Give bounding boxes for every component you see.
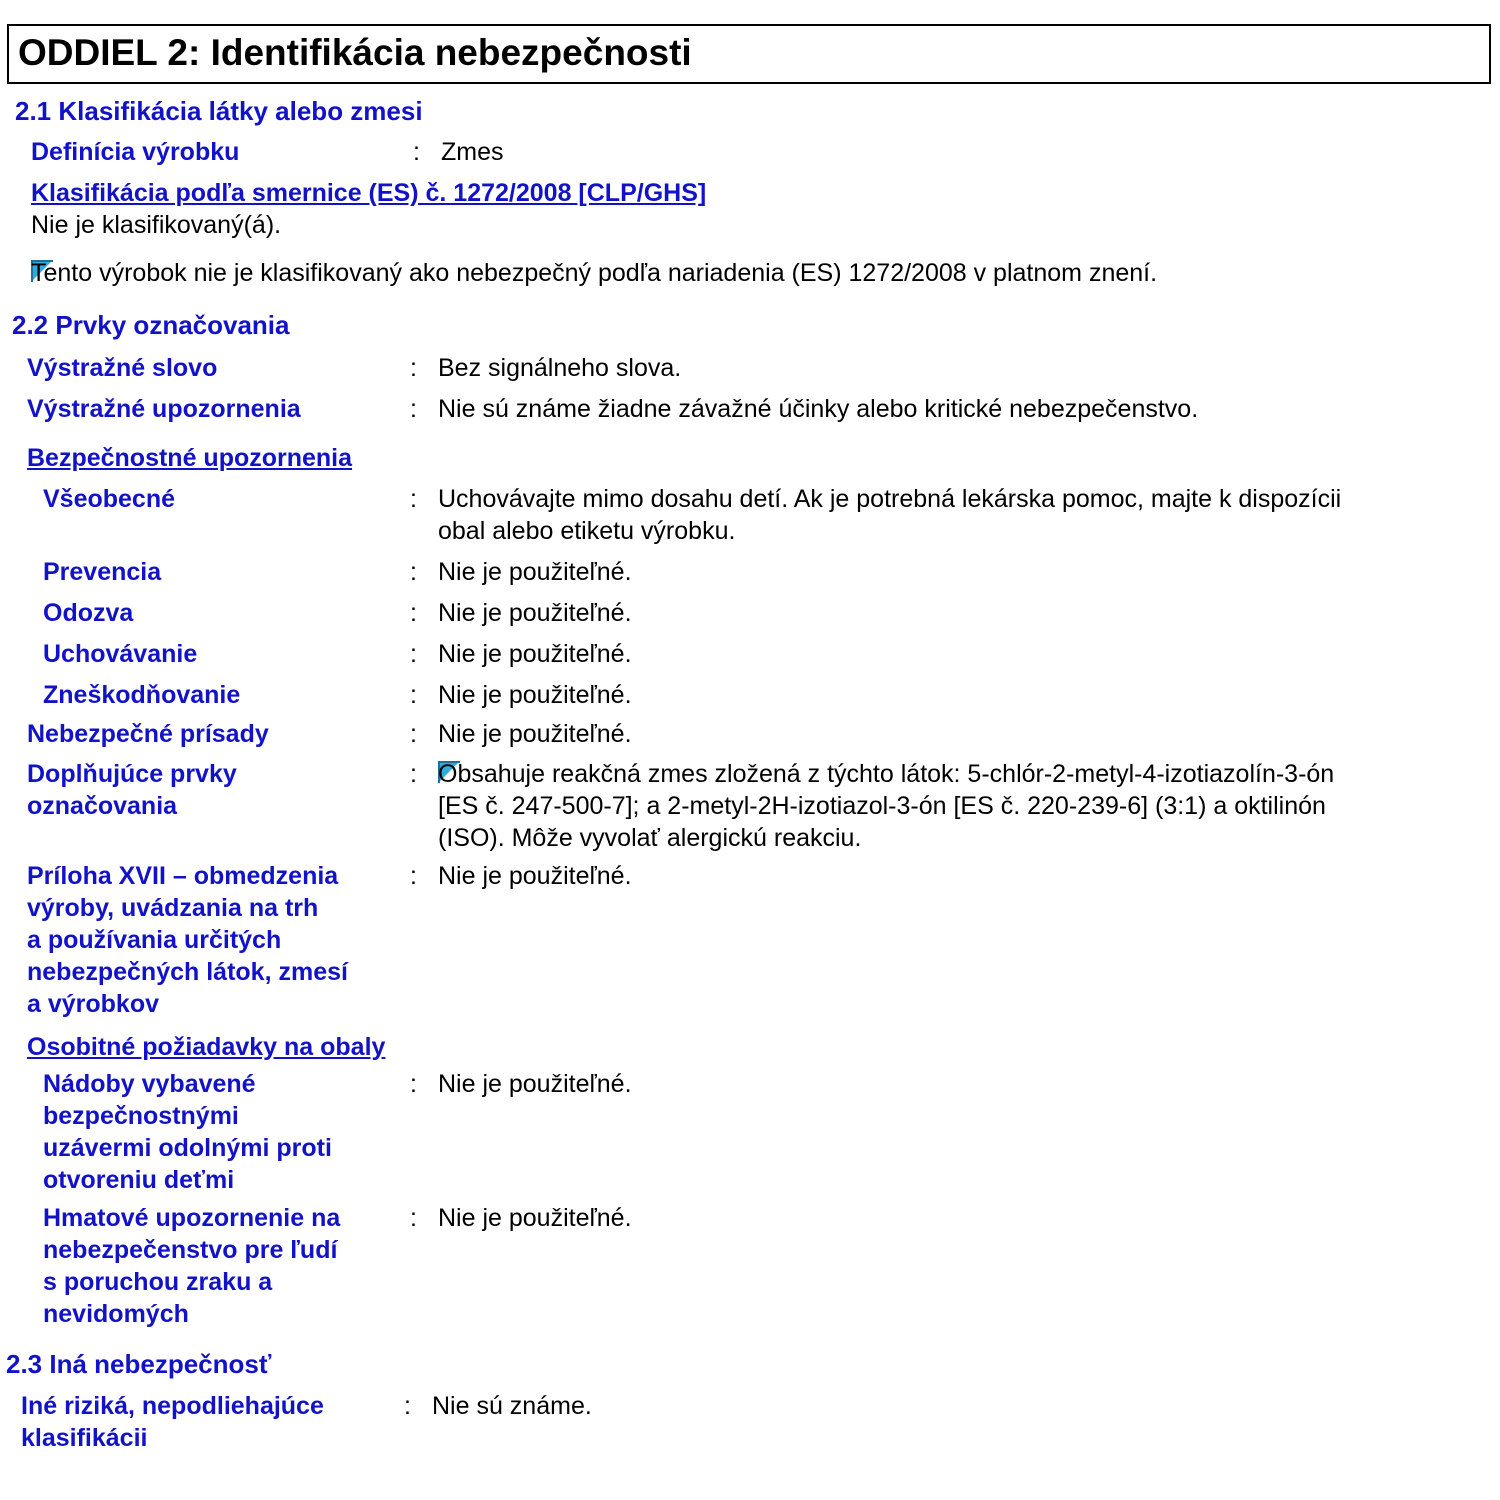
colon: : <box>410 599 417 627</box>
label-annex-line-4: nebezpečných látok, zmesí <box>27 958 348 986</box>
label-disposal: Zneškodňovanie <box>43 681 241 709</box>
label-annex-line-3: a používania určitých <box>27 926 282 954</box>
label-annex-line-1: Príloha XVII – obmedzenia <box>27 862 339 890</box>
heading-2-1: 2.1 Klasifikácia látky alebo zmesi <box>15 96 423 126</box>
colon: : <box>410 760 417 788</box>
colon: : <box>410 640 417 668</box>
value-general-line-1: Uchovávajte mimo dosahu detí. Ak je potrebná lekárska pomoc, majte k dispozícii <box>438 485 1342 513</box>
value-hazardous-ingredients: Nie je použiteľné. <box>438 720 632 748</box>
value-response: Nie je použiteľné. <box>438 599 632 627</box>
label-annex-line-5: a výrobkov <box>27 990 160 1018</box>
label-tactile-line-3: s poruchou zraku a <box>43 1268 273 1296</box>
colon: : <box>410 485 417 513</box>
colon: : <box>410 1070 417 1098</box>
packaging-requirements-heading: Osobitné požiadavky na obaly <box>27 1033 386 1061</box>
value-storage: Nie je použiteľné. <box>438 640 632 668</box>
value-signal-word: Bez signálneho slova. <box>438 354 682 382</box>
value-general-line-2: obal alebo etiketu výrobku. <box>438 517 736 545</box>
label-general: Všeobecné <box>43 485 176 513</box>
value-supplemental-line-2: [ES č. 247-500-7]; a 2-metyl-2H-izotiazol-3-ón [ES č. 220-239-6] (3:1) a oktilinón <box>438 792 1326 820</box>
value-annex: Nie je použiteľné. <box>438 862 632 890</box>
value-prevention: Nie je použiteľné. <box>438 558 632 586</box>
label-other-hazards-line-1: Iné riziká, nepodliehajúce <box>21 1392 324 1420</box>
heading-2-3: 2.3 Iná nebezpečnosť <box>6 1349 272 1379</box>
value-supplemental-line-3: (ISO). Môže vyvolať alergickú reakciu. <box>438 824 862 852</box>
label-hazardous-ingredients: Nebezpečné prísady <box>27 720 269 748</box>
value-other-hazards: Nie sú známe. <box>432 1392 592 1420</box>
colon: : <box>410 720 417 748</box>
colon: : <box>410 395 417 423</box>
colon: : <box>410 862 417 890</box>
colon: : <box>410 354 417 382</box>
colon: : <box>410 681 417 709</box>
label-signal-word: Výstražné slovo <box>27 354 218 382</box>
colon: : <box>410 1204 417 1232</box>
colon: : <box>404 1392 411 1420</box>
label-prevention: Prevencia <box>43 558 162 586</box>
label-storage: Uchovávanie <box>43 640 198 668</box>
value-disposal: Nie je použiteľné. <box>438 681 632 709</box>
label-child-resistant-line-4: otvoreniu deťmi <box>43 1166 235 1194</box>
label-tactile-line-1: Hmatové upozornenie na <box>43 1204 341 1232</box>
label-product-definition: Definícia výrobku <box>31 138 240 166</box>
value-supplemental-line-1: Obsahuje reakčná zmes zložená z týchto látok: 5-chlór-2-metyl-4-izotiazolín-3-ón <box>438 760 1335 788</box>
label-supplemental-line-2: označovania <box>27 792 178 820</box>
label-child-resistant-line-2: bezpečnostnými <box>43 1102 239 1130</box>
value-not-classified: Nie je klasifikovaný(á). <box>31 211 282 239</box>
section-title-box <box>7 24 1491 84</box>
clp-classification-link[interactable]: Klasifikácia podľa smernice (ES) č. 1272/2008 [CLP/GHS] <box>31 179 707 207</box>
heading-2-2: 2.2 Prvky označovania <box>12 310 290 340</box>
colon: : <box>413 138 420 166</box>
label-response: Odozva <box>43 599 134 627</box>
label-other-hazards-line-2: klasifikácii <box>21 1424 148 1452</box>
label-child-resistant-line-1: Nádoby vybavené <box>43 1070 256 1098</box>
value-product-definition: Zmes <box>441 138 504 166</box>
label-tactile-line-2: nebezpečenstvo pre ľudí <box>43 1236 338 1264</box>
label-supplemental-line-1: Doplňujúce prvky <box>27 760 237 788</box>
label-annex-line-2: výroby, uvádzania na trh <box>27 894 319 922</box>
value-child-resistant: Nie je použiteľné. <box>438 1070 632 1098</box>
colon: : <box>410 558 417 586</box>
precautionary-statements-heading: Bezpečnostné upozornenia <box>27 444 353 472</box>
label-child-resistant-line-3: uzávermi odolnými proti <box>43 1134 332 1162</box>
classification-note: Tento výrobok nie je klasifikovaný ako nebezpečný podľa nariadenia (ES) 1272/2008 v platnom znení. <box>31 259 1158 287</box>
label-hazard-statements: Výstražné upozornenia <box>27 395 301 423</box>
section-title: ODDIEL 2: Identifikácia nebezpečnosti <box>18 32 692 73</box>
label-tactile-line-4: nevidomých <box>43 1300 189 1328</box>
value-hazard-statements: Nie sú známe žiadne závažné účinky alebo kritické nebezpečenstvo. <box>438 395 1199 423</box>
value-tactile: Nie je použiteľné. <box>438 1204 632 1232</box>
